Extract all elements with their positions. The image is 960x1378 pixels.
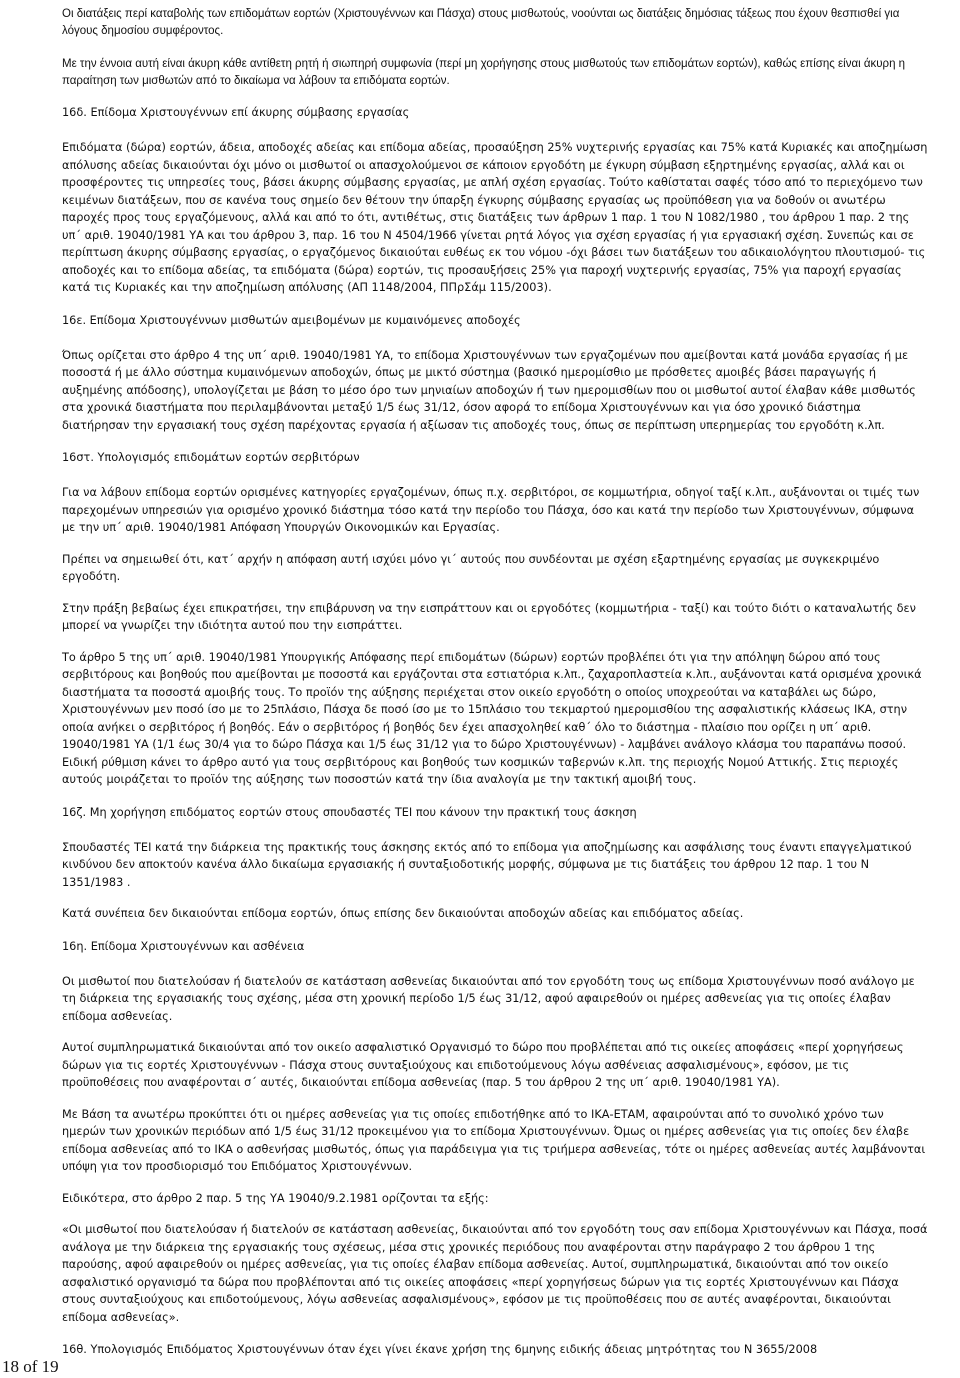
section-16z bbox=[62, 804, 930, 923]
section-16i bbox=[62, 938, 930, 1327]
intro-paragraph: Με την έννοια αυτή είναι άκυρη κάθε αντίθετη ρητή ή σιωπηρή συμφωνία (περί μη χορήγησης στους μισθωτούς των επιδομάτων εορτών), καθώς επίσης είναι άκυρη η παραίτηση των μισθωτών από το δικαίωμα να λάβουν τα επιδόματα εορτών. bbox=[62, 58, 906, 87]
section-paragraph: Στην πράξη βεβαίως έχει επικρατήσει, την επιβάρυνση να την εισπράττουν και οι εργοδότες (κομμωτήρια - ταξί) και τούτο διότι ο καταναλωτής δεν μπορεί να γνωρίζει την ιδιότητα αυτού που την εισπράττει. bbox=[62, 601, 916, 632]
section-16e bbox=[62, 312, 930, 435]
section-16st bbox=[62, 449, 930, 789]
section-paragraph: Για να λάβουν επίδομα εορτών ορισμένες κατηγορίες εργαζομένων, όπως π.χ. σερβιτόροι, σε κομμωτήρια, οδηγοί ταξί κ.λπ., αυξάνονται οι τιμές των παρεχομένων υπηρεσιών για ορισμένο χρονικό διάστημα τόσο κατά την περίοδο του Πάσχα, όσο και κατά την περίοδο των Χριστουγέννων, σύμφωνα με την υπ΄ αριθ. 19040/1981 Απόφαση Υπουργών Οικονομικών και Εργασίας. bbox=[62, 486, 920, 534]
section-paragraph: Ειδικότερα, στο άρθρο 2 παρ. 5 της ΥΑ 19040/9.2.1981 ορίζονται τα εξής: bbox=[62, 1191, 489, 1205]
section-heading: 16ε. Επίδομα Χριστουγέννων μισθωτών αμειβομένων με κυμαινόμενες αποδοχές bbox=[62, 313, 521, 327]
section-16d bbox=[62, 104, 930, 297]
section-heading: 16στ. Υπολογισμός επιδομάτων εορτών σερβιτόρων bbox=[62, 451, 360, 464]
section-paragraph: Πρέπει να σημειωθεί ότι, κατ΄ αρχήν η απόφαση αυτή ισχύει μόνο γι΄ αυτούς που συνδέονται με σχέση εξαρτημένης εργασίας με συγκεκριμένο εργοδότη. bbox=[62, 552, 880, 583]
section-heading: 16η. Επίδομα Χριστουγέννων και ασθένεια bbox=[62, 939, 305, 953]
section-paragraph: Το άρθρο 5 της υπ΄ αριθ. 19040/1981 Υπουργικής Απόφασης περί επιδομάτων (δώρων) εορτών προβλέπει ότι για την απόληψη δώρου από τους σερβιτόρους και βοηθούς που αμείβονται με ποσοστά και εργάζονται στα εστιατόρια κ.λπ., ζαχαροπλαστεία κ.λπ., αυξάνονται κατά ορισμένα χρονικά διαστήματα τα ποσοστά αμοιβής τους. Το προϊόν της αύξησης περιέχεται στον οικείο εργοδότη ο οποίος υποχρεούται να καταβάλει ως δώρο, Χριστουγέννων μεν ποσό ίσο με το 25πλάσιο, Πάσχα δε ποσό ίσο με το 15πλάσιο του τεκμαρτού ημερομισθίου της ασφαλιστικής κλάσεως ΙΚΑ, στην οποία ανήκει ο σερβιτόρος ή βοηθός. Εάν ο σερβιτόρος ή βοηθός δεν έχει απασχοληθεί καθ΄ όλο το διάστημα - πλαίσιο που ορίζει η υπ΄ αριθ. 19040/1981 ΥΑ (1/1 έως 30/4 για το δώρο Πάσχα και 1/5 έως 31/12 για το δώρο Χριστουγέννων) - λαμβάνει ανάλογο κλάσμα του παραπάνω ποσού. Ειδική ρύθμιση κάνει το άρθρο αυτό για τους σερβιτόρους και βοηθούς των κοσμικών ταβερνών κ.λπ. της περιοχής Νομού Αττικής. Στις περιοχές αυτούς μοιράζεται το προϊόν της αύξησης των ποσοστών κατά την ίδια αναλογία με την τακτική αμοιβή τους. bbox=[62, 650, 922, 786]
section-16th bbox=[62, 1341, 930, 1358]
section-heading: 16δ. Επίδομα Χριστουγέννων επί άκυρης σύμβασης εργασίας bbox=[62, 106, 410, 119]
section-paragraph: Αυτοί συμπληρωματικά δικαιούνται από τον οικείο ασφαλιστικό Οργανισμό το δώρο που προβλέπεται από τις οικείες αποφάσεις «περί χορηγήσεως δώρων για τις εορτές Χριστουγέννων - Πάσχα στους συνταξιούχους και επιδοτούμενους λόγω ασθένειας ασφαλισμένους», εφόσον, με τις προϋποθέσεις που αναφέρονται σ΄ αυτές, δικαιούνται επίδομα ασθενείας (παρ. 5 του άρθρου 2 της υπ΄ αριθ. 19040/1981 ΥΑ). bbox=[62, 1041, 904, 1089]
section-paragraph: Όπως ορίζεται στο άρθρο 4 της υπ΄ αριθ. 19040/1981 ΥΑ, το επίδομα Χριστουγέννων των εργαζομένων που αμείβονται κατά μονάδα εργασίας ή με ποσοστά ή με άλλο σύστημα κυμαινόμενων αποδοχών, όπως με μικτό σύστημα (βασικό ημερομίσθιο με πρόσθετες αμοιβές βάσει παραγωγής ή αυξημένης απόδοσης), υπολογίζεται με βάση το μέσο όρο των μηνιαίων αποδοχών ή των ημερομισθίων που οι μισθωτοί αυτοί έλαβαν κάθε μισθωτός στα χρονικά διαστήματα που περιλαμβάνονται μεταξύ 1/5 έως 31/12, όσον αφορά το επίδομα Χριστουγέννων και για όσο χρονικό διάστημα διατήρησαν την εργασιακή τους σχέση παρέχοντας εργασία ή αξίωσαν τις αποδοχές τους, όπως σε περίπτωση υπερημερίας του εργοδότη κ.λπ. bbox=[62, 348, 916, 432]
section-paragraph: «Οι μισθωτοί που διατελούσαν ή διατελούν σε κατάσταση ασθενείας, δικαιούνται από τον εργοδότη τους σαν επίδομα Χριστουγέννων και Πάσχα, ποσά ανάλογα με την διάρκεια της εργασιακής τους σχέσεως, μέσα στις χρονικές περιόδους που αναφέρονται στην παράγραφο 2 του άρθρου 1 της παρούσης, αφού αφαιρεθούν οι ημέρες ασθενείας, για τις οποίες έλαβαν επίδομα ασθενείας. Αυτοί, συμπληρωματικά, δικαιούνται από τον οικείο ασφαλιστικό οργανισμό τα δώρα που προβλέπονται από τις οικείες αποφάσεις «περί χορηγήσεως δώρων για τις εορτές Χριστουγέννων και Πάσχα στους συνταξιούχους και επιδοτούμενους, λόγω ασθενείας ασφαλισμένους», εφόσον με τις προϋποθέσεις που σε αυτές αναφέρονται, δικαιούνται επίδομα ασθενείας». bbox=[62, 1223, 928, 1324]
section-paragraph: Με Βάση τα ανωτέρω προκύπτει ότι οι ημέρες ασθενείας για τις οποίες επιδοτήθηκε από το ΙΚΑ-ΕΤΑΜ, αφαιρούνται από το συνολικό χρόνο των ημερών των χρονικών περιόδων από 1/5 έως 31/12 προκειμένου για το επίδομα Χριστουγέννων. Όμως οι ημέρες ασθενείας για τις οποίες δεν έλαβε επίδομα ασθενείας από το ΙΚΑ ο ασθενήσας μισθωτός, όπως για παράδειγμα για τις τριήμερα ασθενείας, τότε οι ημέρες ασθενείας αυτές λαμβάνονται υπόψη για τον προσδιορισμό του Επιδόματος Χριστουγέννων. bbox=[62, 1107, 926, 1173]
section-heading: 16θ. Υπολογισμός Επιδόματος Χριστουγέννων όταν έχει γίνει έκανε χρήση της 6μηνης ειδικής άδειας μητρότητας του Ν 3655/2008 bbox=[62, 1343, 818, 1356]
section-paragraph: Κατά συνέπεια δεν δικαιούνται επίδομα εορτών, όπως επίσης δεν δικαιούνται αποδοχών αδείας και επιδόματος αδείας. bbox=[62, 907, 744, 920]
section-paragraph: Οι μισθωτοί που διατελούσαν ή διατελούν σε κατάσταση ασθενείας δικαιούνται από τον εργοδότη τους ως επίδομα Χριστουγέννων ποσό ανάλογο με τη διάρκεια της εργασιακής τους σχέσης, μέσα στη χρονική περίοδο 1/5 έως 31/12, αφού αφαιρεθούν οι ημέρες ασθενείας για τις οποίες έλαβαν επίδομα ασθενείας. bbox=[62, 974, 915, 1023]
section-heading: 16ζ. Μη χορήγηση επιδόματος εορτών στους σπουδαστές ΤΕΙ που κάνουν την πρακτική τους άσκηση bbox=[62, 805, 637, 819]
intro-paragraph: Οι διατάξεις περί καταβολής των επιδομάτων εορτών (Χριστουγέννων και Πάσχα) στους μισθωτούς, νοούνται ως διατάξεις δημόσιας τάξεως που έχουν θεσπισθεί για λόγους δημοσίου συμφέροντος. bbox=[62, 8, 900, 37]
page-number: 18 of 19 bbox=[2, 1357, 59, 1376]
section-paragraph: Επιδόματα (δώρα) εορτών, άδεια, αποδοχές αδείας και επίδομα αδείας, προσαύξηση 25% νυχτερινής εργασίας και 75% κατά Κυριακές και αποζημίωση απόλυσης αδείας δικαιούνται όχι μόνο οι μισθωτοί οι απασχολούμενοι σε κάποιον εργοδότη με έγκυρη σύμβαση εξηρτημένης εργασίας, αλλά και οι προσφέροντες τις υπηρεσίες τους, βάσει άκυρης σύμβασης εργασίας, με απλή σχέση εργασίας. Τούτο καθίσταται σαφές τόσο από το περιεχόμενο των κειμένων διατάξεων, που σε κανένα τους σημείο δεν θέτουν την ύπαρξη έγκυρης σύμβασης εργασίας ως προϋπόθεση για να δοθούν οι ανωτέρω παροχές προς τους εργαζόμενους, αλλά και από το ότι, αντιθέτως, στις διατάξεις των άρθρων 1 παρ. 1 του Ν 1082/1980 , του άρθρου 1 παρ. 2 της υπ΄ αριθ. 19040/1981 ΥΑ και του άρθρου 3, παρ. 16 του Ν 4504/1966 γίνεται ρητά λόγος για σχέση εργασίας ή για εργασιακή σχέση. Συνεπώς και σε περίπτωση άκυρης σύμβασης εργασίας, ο εργαζόμενος δικαιούται ευθέως εκ του νόμου -όχι βάσει των διατάξεων του αδικαιολόγητου πλουτισμού- τις αποδοχές και το επίδομα αδείας, τα επιδόματα (δώρα) εορτών, τις προσαυξήσεις 25% για παροχή νυχτερινής εργασίας, 75% για παροχή εργασίας κατά τις Κυριακές και την αποζημίωση απόλυσης (ΑΠ 1148/2004, ΠΠρΣάμ 115/2003). bbox=[62, 141, 928, 294]
document-page bbox=[62, 0, 930, 1358]
section-paragraph: Σπουδαστές ΤΕΙ κατά την διάρκεια της πρακτικής τους άσκησης εκτός από το επίδομα για αποζημίωσης και ασφάλισης τους έναντι επαγγελματικού κινδύνου δεν αποκτούν κανένα άλλο δικαίωμα εργασιακής ή συνταξιοδοτικής μορφής, σύμφωνα με τις διατάξεις του άρθρου 12 παρ. 1 του Ν 1351/1983 . bbox=[62, 840, 912, 889]
